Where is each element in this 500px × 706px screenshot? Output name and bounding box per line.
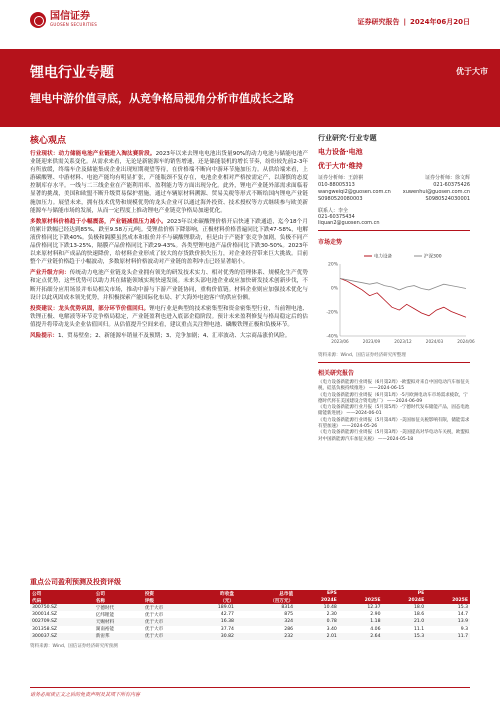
paragraph-body: 1、贸易壁垒；2、新能源车销量不及预期；3、竞争加剧；4、汇率波动、大宗商品涨价风险。	[57, 332, 291, 339]
table-cell: 2.64	[339, 633, 383, 640]
table-header-cell: 2024E	[295, 597, 339, 604]
paragraph-lead: 投资建议：龙头优势巩固，部分环节价值回归。	[30, 305, 150, 312]
paragraph-body: 2023年以来碳酸锂价格开启快速下跌通道，迄今18个月的累计跌幅已经达到85%，跌至9.58万元/吨。受锂盐价格下降影响，正极材料价格普遍同比下跌47-58%，电解液价格同比下跌40%。负极和隔膜虽然成本和报价并不与碳酸锂联动，但是由于产能扩张竞争加剧，负极不同产品价格同比下跌13-25%，隔膜产品价格同比下跌29-43%。各类型锂电池产品价格同比下跌30-50%。2023年以来原材料和产成品的快速降价，给材料企业形成了较大的存货跌价损失压力，对企业经营带来巨大挑战。目前整个产业链价格趋于小幅波动，多数原材料价格波动对产业链的盈利冲击已经显著缩小。	[30, 218, 308, 266]
table-header-top-cell: 总市值	[236, 590, 295, 597]
table-cell: 37.74	[220, 626, 234, 632]
table-cell: 8314	[236, 604, 295, 611]
core-view-paragraph	[30, 332, 308, 340]
paragraph-lead: 产业升级方向：	[30, 270, 70, 277]
table-cell: 30.82	[192, 633, 236, 640]
forecast-table-block	[30, 577, 470, 649]
table-header-cell: 2025E	[426, 597, 470, 604]
table-cell: 优于大市	[143, 633, 192, 640]
table-cell: 11.1	[414, 626, 425, 632]
table-cell: 12.37	[339, 604, 383, 611]
table-cell: 0.78	[295, 618, 339, 625]
table-source: 资料来源：Wind、国信证券经济研究所预测	[30, 643, 118, 649]
table-cell: 300750.SZ	[30, 604, 94, 611]
logo-name-en: GUOSEN SECURITIES	[50, 22, 98, 27]
meta-separator: |	[403, 18, 407, 26]
table-header-cell: 评级	[143, 597, 192, 604]
table-row	[30, 611, 470, 618]
table-cell: 2.01	[295, 633, 339, 640]
table-header-cell: 2025E	[339, 597, 383, 604]
sidebar-divider	[318, 230, 470, 231]
table-cell: 宁德时代	[94, 604, 143, 611]
related-report-item[interactable]: 《电力设备新能源行业周报（6月第2周）-欧盟拟对来自中国电动汽车加征关税，硅基负极持续推进》 ——2024-06-15	[318, 380, 470, 392]
table-cell: 16.38	[192, 618, 236, 625]
table-cell: 189.01	[192, 604, 236, 611]
table-cell: 18.6	[414, 612, 425, 618]
table-body	[30, 604, 470, 640]
table-cell: 4.06	[370, 626, 381, 632]
table-cell: 002709.SZ	[30, 618, 94, 625]
core-view-heading: 核心观点	[30, 136, 67, 146]
footer-disclaimer: 请务必阅读正文之后的免责声明及其项下所有内容	[30, 687, 470, 698]
table-cell: 232	[236, 633, 295, 640]
industry-label: 行业研究·行业专题	[318, 134, 377, 142]
table-cell: 15.3	[383, 633, 427, 640]
table-header-top-cell: 投资	[143, 590, 192, 597]
core-view-paragraph	[30, 218, 308, 267]
report-date: 2024年06月20日	[410, 18, 470, 26]
market-chart	[318, 250, 475, 350]
sector-label: 电力设备·电池	[318, 148, 363, 156]
y-tick-label: -40%	[326, 334, 338, 339]
table-cell: 新宙邦	[94, 633, 143, 640]
table-header-cell: （百万元）	[236, 597, 295, 604]
table-header-top-cell	[426, 590, 470, 597]
table-cell: 300037.SZ	[30, 633, 94, 640]
report-subtitle: 锂电中游价值寻底，从竞争格局视角分析市值成长之路	[30, 92, 294, 105]
analyst-left: S0980520080003	[318, 196, 363, 202]
table-cell: 18.0	[383, 604, 427, 611]
forecast-table	[30, 590, 470, 640]
table-title: 重点公司盈利预测及投资评级	[30, 578, 121, 586]
analyst-row	[318, 189, 470, 196]
table-cell: 优于大市	[143, 604, 192, 611]
table-row	[30, 618, 470, 625]
report-meta	[357, 17, 470, 27]
table-cell: 优于大市	[144, 627, 164, 633]
sector-rating: 优于大市·维持	[318, 162, 363, 170]
table-cell: 10.48	[295, 604, 339, 611]
x-tick-label: 2024/03	[425, 338, 444, 344]
table-cell: 亿纬锂能	[95, 612, 115, 618]
table-cell: 1.18	[339, 618, 383, 625]
table-cell: 2.30	[326, 612, 337, 618]
core-view-paragraphs	[30, 150, 308, 340]
sidebar	[318, 133, 475, 443]
related-reports-list	[318, 380, 470, 443]
related-reports-title: 相关研究报告	[318, 370, 355, 377]
analyst-left: wangweiqi2@guosen.com.cn	[318, 189, 391, 195]
table-header	[30, 597, 470, 604]
analyst-info	[318, 175, 470, 203]
x-tick-label: 2023/09	[362, 338, 381, 344]
table-cell: 9.3	[460, 626, 468, 632]
contact-name: 联系人：李全	[318, 208, 349, 214]
paragraph-lead: 多数原材料价格趋于小幅震荡，产业链减值压力减小。	[30, 218, 167, 225]
sidebar-divider-2	[318, 362, 470, 363]
report-title: 锂电行业专题	[30, 65, 114, 81]
y-tick-label: -20%	[326, 310, 338, 315]
y-tick-label: 0%	[330, 286, 338, 291]
related-report-item[interactable]: 《电力设备新能源行业周报（6月第1周）-5月欧洲电动车市场需求疲软，宁德时代将在美国建设合资电池厂》 ——2024-06-09	[318, 392, 468, 404]
paragraph-body: 锂电行业是典型的技术密集型和资金密集型行业，当前锂电池、铁锂正极、电解液等环节竞争格局稳定，产业链盈利也进入底部企稳阶段。预计未来盈利修复与格局稳定后的估值提升将带动龙头企业估值回归。从估值提升空间来看，建议重点关注锂电池、磷酸铁锂正极和负极环节。	[30, 305, 308, 328]
paragraph-body: 2023年以来去锂电电池出货量90%的动力电池与储能电池产业链迎来供需关系变化。从需求来看，无论是新能源车的销售增速，还是储能装机的增长节奏，纷纷较先前2-3年有所放缓，终端车企及储能集成企业出现短期观望等待，在价格端不断向中游环节施加压力。从供给端来看，上游碳酸锂、中游材料、电池产能均有明显扩张，产能瓶颈不复存在，电池企业相对严格按需定产，以谨慎的态度控制库存水平。一线与二三线企业在产能利用率、盈利能力等方面出现分化。此外，锂电产业链外部需求面临着显著的挑战，美国和欧盟不断升级贸易保护措施，通过车辆原材料溯源、贸易关税等形式不断给国内锂电产业链施加压力。展望未来，拥有技术优势和规模优势的龙头企业可以通过海外投资、技术授权等方式继续参与欧美新能源车与储能市场的发展，从而一定程度上推动锂电产业链竞争格局加速优化。	[30, 151, 308, 214]
legend-label: 电力设备	[374, 254, 392, 259]
table-header-cell: 2024E	[383, 597, 427, 604]
core-view-paragraph	[30, 305, 308, 329]
table-header-cell: （元）	[192, 597, 236, 604]
analyst-row	[318, 175, 470, 182]
related-report-item[interactable]: 《电力设备新能源行业周报（5月第4周）-美国加征关税影响有限，储能需求有望加速》 ——2024-05-26	[318, 417, 470, 430]
x-tick-label: 2023/12	[394, 338, 412, 344]
analyst-left: 证券分析师：王蔚祺	[318, 175, 364, 181]
analyst-right: S0980524030001	[425, 196, 470, 202]
x-tick-label: 2024/06	[457, 338, 475, 344]
paragraph-lead: 行业现状：动力储能电池产业链进入淘汰赛阶段。	[30, 151, 156, 157]
company-logo	[30, 12, 97, 28]
contact-email: liquan2@guosen.com.cn	[318, 220, 380, 226]
contact-block	[318, 207, 470, 226]
table-cell: 优于大市	[143, 618, 192, 625]
related-report-item[interactable]: 《电力设备新能源行业月报（5月第5周）-宁德时代发布储能产品，固态电池储能新进展》 ——2024-06-01	[318, 405, 470, 417]
table-header-top-cell: EPS	[295, 590, 339, 597]
table-cell: 875	[284, 612, 294, 618]
core-view-paragraph	[30, 150, 308, 215]
chart-title: 市场走势	[318, 238, 343, 246]
market-chart-svg	[318, 250, 475, 350]
table-cell: 300014.SZ	[32, 612, 58, 618]
table-cell: 13.9	[426, 618, 470, 625]
table-cell: 11.7	[426, 633, 470, 640]
table-cell: 324	[236, 618, 295, 625]
table-cell: 301358.SZ	[32, 626, 58, 632]
report-type: 证券研究报告	[357, 18, 400, 26]
analyst-row	[318, 182, 470, 189]
table-header-top-cell: 公司	[30, 590, 94, 597]
analyst-row	[318, 196, 470, 203]
table-row	[30, 604, 470, 611]
y-tick-label: 20%	[327, 262, 338, 267]
contact-phone: 021-60375434	[318, 214, 355, 220]
paragraph-body: 传统动力电池产业链龙头企业拥有领先的研发技术实力、相对优秀的管理体系、规模化生产优势和定点优势，这些优势可以助力其在储能领域实现快速发展。未来头部电池企业或应加快研发技术创新步伐，不断开拓细分应用场景并布局相关市场，推动中游与下游产业链协同，重构价值链。材料企业则应加强技术优化与设计以此巩固成本领先优势，并积极探索产能国际化布局、扩大海外电池客户的供应份额。	[30, 270, 308, 301]
paragraph-lead: 风险提示：	[30, 332, 58, 339]
table-cell: 14.7	[457, 612, 468, 618]
table-header-top-cell: 公司	[94, 590, 143, 597]
table-row	[30, 626, 470, 633]
table-cell: 21.0	[383, 618, 427, 625]
table-row	[30, 633, 470, 640]
table-header-top-cell	[339, 590, 383, 597]
analyst-right: 证券分析师：徐文辉	[424, 175, 470, 181]
core-view-paragraph	[30, 269, 308, 301]
table-cell: 15.3	[426, 604, 470, 611]
series-line-0	[340, 278, 466, 317]
table-header-top-cell: PE	[383, 590, 427, 597]
x-tick-label: 2023/06	[331, 338, 349, 344]
table-cell: 优于大市	[144, 612, 164, 618]
legend-label: 沪深300	[424, 254, 442, 259]
table-cell: 天赐材料	[94, 618, 143, 625]
table-header-top	[30, 590, 470, 597]
table-cell: 42.77	[220, 612, 234, 618]
analyst-right: xuwenhui@guosen.com.cn	[402, 189, 470, 195]
main-content	[30, 133, 308, 343]
rating-tag: 优于大市	[456, 67, 488, 76]
table-cell: 湖南裕能	[95, 627, 115, 633]
table-header-cell: 名称	[94, 597, 143, 604]
table-cell: 3.40	[326, 626, 337, 632]
analyst-right: 021-60375426	[433, 182, 470, 188]
table-header-cell: 代码	[30, 597, 94, 604]
table-cell: 2.90	[370, 612, 381, 618]
logo-name-cn: 国信证券	[50, 11, 90, 22]
analyst-left: 010-88005313	[318, 182, 355, 188]
related-report-item[interactable]: 《电力设备新能源行业周报（5月第3周）-美国提高对华电动车关税，欧盟拟对中国新能源汽车加征关税》 ——2024-05-18	[318, 430, 470, 442]
logo-icon	[30, 12, 46, 28]
table-header-top-cell: 昨收盘	[192, 590, 236, 597]
title-banner	[0, 49, 500, 127]
chart-source: 资料来源：Wind、国信证券经济研究所整理	[318, 352, 406, 358]
page-header	[0, 0, 500, 36]
table-cell: 286	[284, 626, 294, 632]
